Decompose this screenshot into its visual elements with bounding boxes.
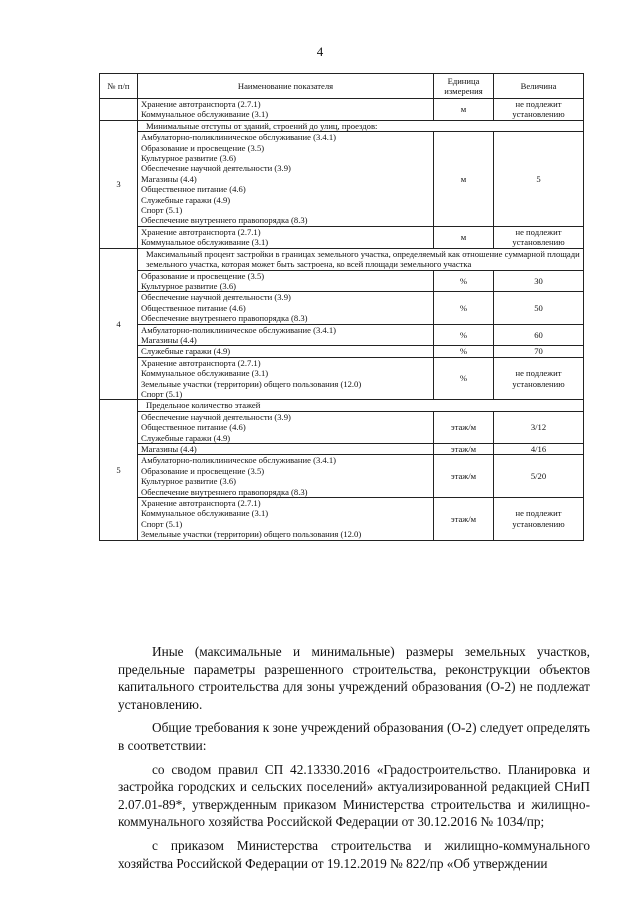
unit-cell: этаж/м	[434, 411, 494, 443]
table-row	[100, 411, 584, 443]
indicator-line: Магазины (4.4)	[141, 173, 197, 184]
unit-cell: %	[434, 270, 494, 292]
section-title: Предельное количество этажей	[138, 400, 584, 411]
indicator-line: Земельные участки (территории) общего пользования (12.0)	[141, 378, 362, 389]
table-row	[100, 324, 584, 346]
indicator-line: Хранение автотранспорта (2.7.1)	[141, 498, 261, 509]
indicator-line: Служебные гаражи (4.9)	[141, 432, 231, 443]
indicator-line: Амбулаторно-поликлиническое обслуживание (3.4.1)	[141, 455, 337, 466]
section-title-row	[100, 120, 584, 131]
body-text	[118, 643, 590, 878]
section-number: 3	[100, 120, 138, 248]
section-title-row	[100, 400, 584, 411]
indicator-line: Культурное развитие (3.6)	[141, 280, 237, 291]
page-number: 4	[316, 44, 324, 59]
paragraph: Общие требования к зоне учреждений образования (О-2) следует определять в соответствии:	[118, 720, 590, 753]
indicator-line: Спорт (5.1)	[141, 388, 183, 399]
indicators-table	[99, 73, 584, 541]
indicator-line: Общественное питание (4.6)	[141, 422, 246, 433]
indicator-cell	[138, 132, 434, 227]
paragraph: Иные (максимальные и минимальные) размеры земельных участков, предельные параметры разрешенного строительства, реконструкции объектов капитального строительства для зоны учреждений образования (О-2) не подлежат установлению.	[118, 644, 590, 712]
num-cell	[100, 99, 138, 121]
indicator-cell	[138, 292, 434, 324]
indicator-line: Обеспечение научной деятельности (3.9)	[141, 163, 291, 174]
value-cell: не подлежит установлению	[494, 99, 584, 121]
value-cell: не подлежит установлению	[494, 498, 584, 541]
indicator-cell	[138, 226, 434, 248]
unit-cell: этаж/м	[434, 455, 494, 498]
table-row	[100, 292, 584, 324]
header-unit: Единица измерения	[434, 74, 494, 99]
paragraph: с приказом Министерства строительства и жилищно-коммунального хозяйства Российской Федерации от 19.12.2019 № 822/пр «Об утверждении	[118, 837, 590, 871]
indicator-line: Амбулаторно-поликлиническое обслуживание (3.4.1)	[141, 324, 337, 335]
indicator-cell	[138, 498, 434, 541]
indicator-cell	[138, 270, 434, 292]
unit-cell: м	[434, 132, 494, 227]
indicator-line: Служебные гаражи (4.9)	[141, 194, 231, 205]
indicator-line: Обеспечение научной деятельности (3.9)	[141, 411, 291, 422]
indicator-line: Земельные участки (территории) общего пользования (12.0)	[141, 529, 362, 540]
indicator-line: Спорт (5.1)	[141, 205, 183, 216]
table-row	[100, 498, 584, 541]
header-name: Наименование показателя	[138, 74, 434, 99]
indicator-cell	[138, 444, 434, 455]
unit-cell: %	[434, 292, 494, 324]
table-row	[100, 455, 584, 498]
value-cell: 3/12	[494, 411, 584, 443]
section-number: 4	[100, 248, 138, 400]
table-row	[100, 270, 584, 292]
indicator-cell	[138, 99, 434, 121]
value-cell: 50	[494, 292, 584, 324]
indicator-line: Обеспечение внутреннего правопорядка (8.3)	[141, 486, 308, 497]
indicator-line: Обеспечение внутреннего правопорядка (8.3)	[141, 215, 308, 226]
indicator-line: Общественное питание (4.6)	[141, 302, 246, 313]
indicator-line: Коммунальное обслуживание (3.1)	[141, 368, 269, 379]
indicator-line: Коммунальное обслуживание (3.1)	[141, 508, 269, 519]
indicator-line: Культурное развитие (3.6)	[141, 153, 237, 164]
table-row	[100, 226, 584, 248]
indicator-line: Образование и просвещение (3.5)	[141, 465, 265, 476]
value-cell: 5	[494, 132, 584, 227]
unit-cell: %	[434, 324, 494, 346]
indicator-line: Культурное развитие (3.6)	[141, 476, 237, 487]
value-cell: не подлежит установлению	[494, 226, 584, 248]
indicator-line: Образование и просвещение (3.5)	[141, 142, 265, 153]
indicator-cell	[138, 324, 434, 346]
value-cell: 5/20	[494, 455, 584, 498]
unit-cell: %	[434, 346, 494, 357]
section-title: Максимальный процент застройки в границах земельного участка, определяемый как отношение суммарной площади земельного участка, которая может быть застроена, ко всей площади земельного участка	[138, 248, 584, 270]
table-row	[100, 132, 584, 227]
indicator-line: Общественное питание (4.6)	[141, 184, 246, 195]
table-row	[100, 346, 584, 357]
indicator-line: Образование и просвещение (3.5)	[141, 270, 265, 281]
unit-cell: этаж/м	[434, 498, 494, 541]
section-title-row	[100, 248, 584, 270]
unit-cell: %	[434, 357, 494, 400]
indicator-line: Коммунальное обслуживание (3.1)	[141, 109, 269, 120]
value-cell: 4/16	[494, 444, 584, 455]
indicator-cell	[138, 346, 434, 357]
header-value: Величина	[494, 74, 584, 99]
table-row	[100, 444, 584, 455]
value-cell: 70	[494, 346, 584, 357]
indicator-line: Хранение автотранспорта (2.7.1)	[141, 99, 261, 109]
indicator-line: Служебные гаражи (4.9)	[141, 346, 231, 357]
indicator-line: Хранение автотранспорта (2.7.1)	[141, 226, 261, 237]
table-row	[100, 99, 584, 121]
unit-cell: этаж/м	[434, 444, 494, 455]
indicator-cell	[138, 411, 434, 443]
section-number: 5	[100, 400, 138, 540]
indicator-cell	[138, 455, 434, 498]
value-cell: 30	[494, 270, 584, 292]
indicator-line: Спорт (5.1)	[141, 518, 183, 529]
paragraph: со сводом правил СП 42.13330.2016 «Градостроительство. Планировка и застройка городских и сельских поселений» актуализированной редакцией СНиП 2.07.01-89*, утвержденным приказом Министерства строительства и жилищно-коммунального хозяйства Российской Федерации от 30.12.2016 № 1034/пр;	[118, 761, 590, 830]
indicator-line: Обеспечение научной деятельности (3.9)	[141, 292, 291, 303]
indicator-line: Магазины (4.4)	[141, 444, 197, 454]
value-cell: не подлежит установлению	[494, 357, 584, 400]
indicator-line: Обеспечение внутреннего правопорядка (8.3)	[141, 313, 308, 324]
unit-cell: м	[434, 226, 494, 248]
table-row	[100, 357, 584, 400]
indicator-cell	[138, 357, 434, 400]
table-header-row	[100, 74, 584, 99]
value-cell: 60	[494, 324, 584, 346]
section-title: Минимальные отступы от зданий, строений до улиц, проездов:	[138, 120, 584, 131]
indicator-line: Магазины (4.4)	[141, 334, 197, 345]
indicator-line: Амбулаторно-поликлиническое обслуживание (3.4.1)	[141, 132, 337, 143]
table-body	[100, 99, 584, 541]
unit-cell: м	[434, 99, 494, 121]
indicator-line: Хранение автотранспорта (2.7.1)	[141, 357, 261, 368]
indicator-line: Коммунальное обслуживание (3.1)	[141, 237, 269, 248]
header-num: № п/п	[100, 74, 138, 99]
